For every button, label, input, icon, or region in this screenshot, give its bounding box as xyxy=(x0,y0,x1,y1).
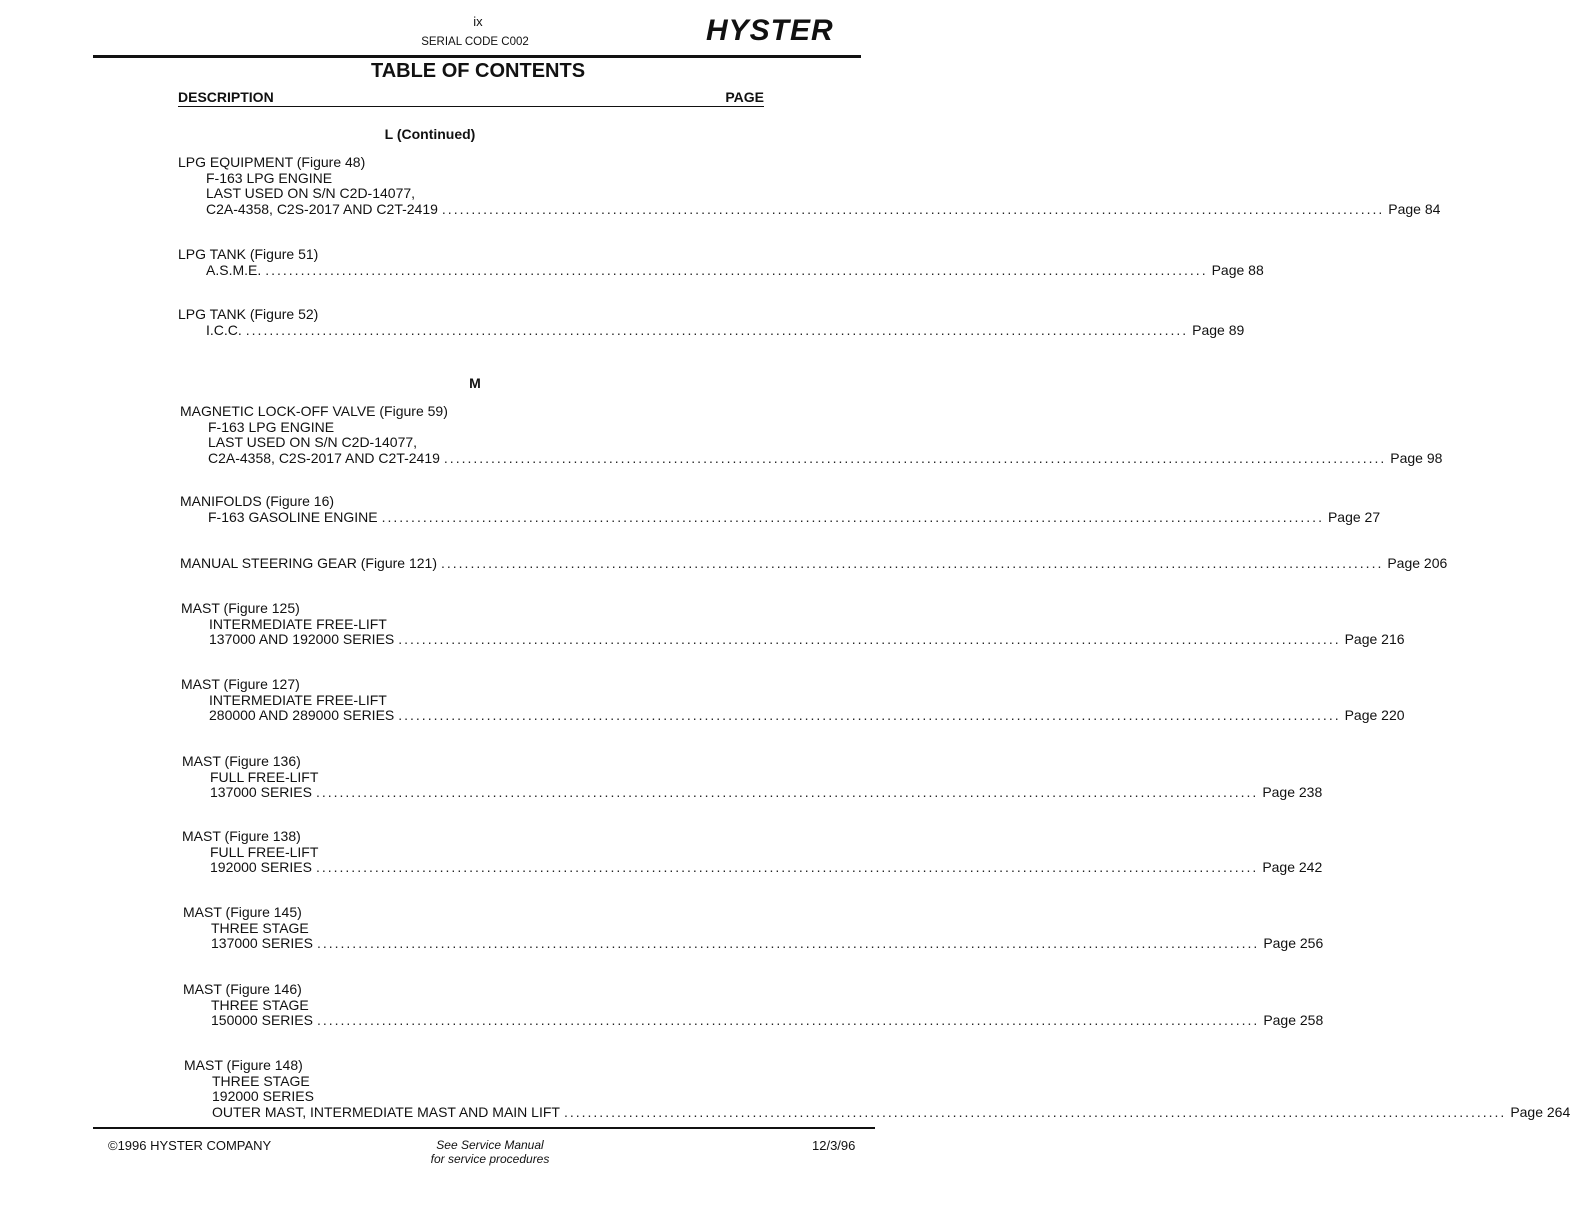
entry-last-line: 150000 SERIES xyxy=(211,1012,313,1028)
toc-entry xyxy=(178,246,1264,278)
toc-entry xyxy=(182,828,1323,876)
entry-leader-line xyxy=(180,555,1448,572)
dot-leader: ................................................................................................................................................................ xyxy=(315,859,1259,875)
dot-leader: ................................................................................................................................................................ xyxy=(265,261,1208,278)
entry-heading: MAST (Figure 146) xyxy=(183,981,302,997)
entry-heading: MANIFOLDS (Figure 16) xyxy=(180,493,335,509)
toc-entry xyxy=(183,981,1324,1029)
entry-leader-line xyxy=(178,200,1441,218)
copyright: ©1996 HYSTER COMPANY xyxy=(108,1138,272,1153)
entry-last-line: C2A-4358, C2S-2017 AND C2T-2419 xyxy=(208,449,440,466)
entry-leader-line xyxy=(184,1103,1570,1121)
toc-entry xyxy=(180,403,1443,466)
entry-subline: THREE STAGE xyxy=(211,919,309,936)
entry-subline: LAST USED ON S/N C2D-14077, xyxy=(206,185,416,201)
entry-subline: INTERMEDIATE FREE-LIFT xyxy=(209,615,387,632)
entry-leader-line xyxy=(182,859,1323,876)
entry-heading: MAST (Figure 136) xyxy=(182,753,301,769)
entry-page-ref: Page 27 xyxy=(1327,508,1381,525)
entry-last-line: 137000 SERIES xyxy=(210,784,312,800)
entry-page-ref: Page 84 xyxy=(1388,200,1441,217)
entry-heading: LPG TANK (Figure 51) xyxy=(178,246,319,262)
entry-subline: LAST USED ON S/N C2D-14077, xyxy=(208,434,418,450)
header-rule xyxy=(93,55,861,58)
entry-leader-line xyxy=(178,321,1245,339)
service-note xyxy=(400,1138,580,1166)
description-column-label: DESCRIPTION xyxy=(178,89,274,105)
entry-heading: MAST (Figure 145) xyxy=(183,904,302,920)
dot-leader: ................................................................................................................................................................ xyxy=(563,1103,1507,1120)
entry-page-ref: Page 88 xyxy=(1211,261,1264,278)
service-note-line1: See Service Manual xyxy=(436,1138,544,1152)
entry-last-line: F-163 GASOLINE ENGINE xyxy=(208,508,378,525)
entry-leader-line xyxy=(180,449,1443,467)
entry-leader-line xyxy=(183,1012,1324,1029)
page-column-label: PAGE xyxy=(725,89,764,105)
entry-page-ref: Page 264 xyxy=(1510,1103,1570,1120)
entry-page-ref: Page 258 xyxy=(1263,1012,1324,1028)
entry-leader-line xyxy=(178,261,1264,279)
section-heading-m: M xyxy=(469,375,481,391)
entry-subline: FULL FREE-LIFT xyxy=(210,843,319,860)
dot-leader: ................................................................................................................................................................ xyxy=(398,631,1341,647)
toc-entry xyxy=(180,493,1381,525)
entry-last-line: 280000 AND 289000 SERIES xyxy=(209,707,395,723)
toc-entry xyxy=(182,753,1323,801)
entry-leader-line xyxy=(181,631,1405,648)
entry-page-ref: Page 89 xyxy=(1192,321,1245,338)
entry-heading: LPG TANK (Figure 52) xyxy=(178,306,319,322)
dot-leader: ................................................................................................................................................................ xyxy=(398,707,1341,723)
toc-entry xyxy=(183,904,1324,952)
entry-page-ref: Page 206 xyxy=(1387,555,1448,571)
entry-page-ref: Page 216 xyxy=(1344,631,1405,647)
dot-leader: ................................................................................................................................................................ xyxy=(441,555,1384,571)
toc-entry xyxy=(181,600,1405,648)
entry-last-line: 137000 AND 192000 SERIES xyxy=(209,631,395,647)
column-header xyxy=(178,88,764,107)
dot-leader: ................................................................................................................................................................ xyxy=(245,321,1189,338)
serial-code: SERIAL CODE C002 xyxy=(421,36,529,48)
entry-leader-line xyxy=(182,784,1323,801)
entry-page-ref: Page 242 xyxy=(1262,859,1323,875)
entry-last-line: 137000 SERIES xyxy=(211,935,313,951)
entry-page-ref: Page 238 xyxy=(1262,784,1323,800)
dot-leader: ................................................................................................................................................................ xyxy=(381,508,1324,525)
entry-subline: THREE STAGE xyxy=(212,1072,310,1089)
page-number: ix xyxy=(473,14,483,29)
page-title: TABLE OF CONTENTS xyxy=(370,60,586,82)
entry-subline: 192000 SERIES xyxy=(212,1088,314,1104)
dot-leader: ................................................................................................................................................................ xyxy=(316,1012,1260,1028)
section-heading-l: L (Continued) xyxy=(384,126,476,142)
entry-last-line: A.S.M.E. xyxy=(206,261,262,278)
toc-entry xyxy=(184,1057,1570,1120)
entry-last-line: I.C.C. xyxy=(206,321,242,338)
dot-leader: ................................................................................................................................................................ xyxy=(316,935,1260,951)
entry-heading: LPG EQUIPMENT (Figure 48) xyxy=(178,154,366,170)
toc-entry xyxy=(181,676,1405,724)
entry-heading: MAGNETIC LOCK-OFF VALVE (Figure 59) xyxy=(180,403,448,419)
toc-entry xyxy=(180,555,1448,572)
dot-leader: ................................................................................................................................................................ xyxy=(443,449,1387,466)
entry-page-ref: Page 220 xyxy=(1344,707,1405,723)
entry-leader-line xyxy=(181,707,1405,724)
service-note-line2: for service procedures xyxy=(430,1152,550,1166)
entry-last-line: MANUAL STEERING GEAR (Figure 121) xyxy=(180,555,437,571)
entry-subline: INTERMEDIATE FREE-LIFT xyxy=(209,691,387,708)
toc-entry xyxy=(178,306,1245,338)
entry-heading: MAST (Figure 138) xyxy=(182,828,301,844)
entry-leader-line xyxy=(183,935,1324,952)
entry-last-line: C2A-4358, C2S-2017 AND C2T-2419 xyxy=(206,200,438,217)
entry-page-ref: Page 256 xyxy=(1263,935,1324,951)
entry-last-line: OUTER MAST, INTERMEDIATE MAST AND MAIN LIFT xyxy=(212,1103,560,1120)
entry-last-line: 192000 SERIES xyxy=(210,859,312,875)
entry-heading: MAST (Figure 125) xyxy=(181,600,300,616)
entry-subline: FULL FREE-LIFT xyxy=(210,768,319,785)
toc-entry xyxy=(178,154,1441,217)
revision-date: 12/3/96 xyxy=(812,1138,856,1153)
entry-heading: MAST (Figure 127) xyxy=(181,676,300,692)
entry-page-ref: Page 98 xyxy=(1390,449,1443,466)
entry-subline: F-163 LPG ENGINE xyxy=(208,418,335,435)
hyster-logo: HYSTER xyxy=(706,14,834,47)
footer-rule xyxy=(93,1127,875,1129)
entry-leader-line xyxy=(180,508,1381,526)
dot-leader: ................................................................................................................................................................ xyxy=(441,200,1385,217)
entry-subline: F-163 LPG ENGINE xyxy=(206,169,333,186)
dot-leader: ................................................................................................................................................................ xyxy=(315,784,1259,800)
entry-heading: MAST (Figure 148) xyxy=(184,1057,303,1073)
entry-subline: THREE STAGE xyxy=(211,996,309,1013)
